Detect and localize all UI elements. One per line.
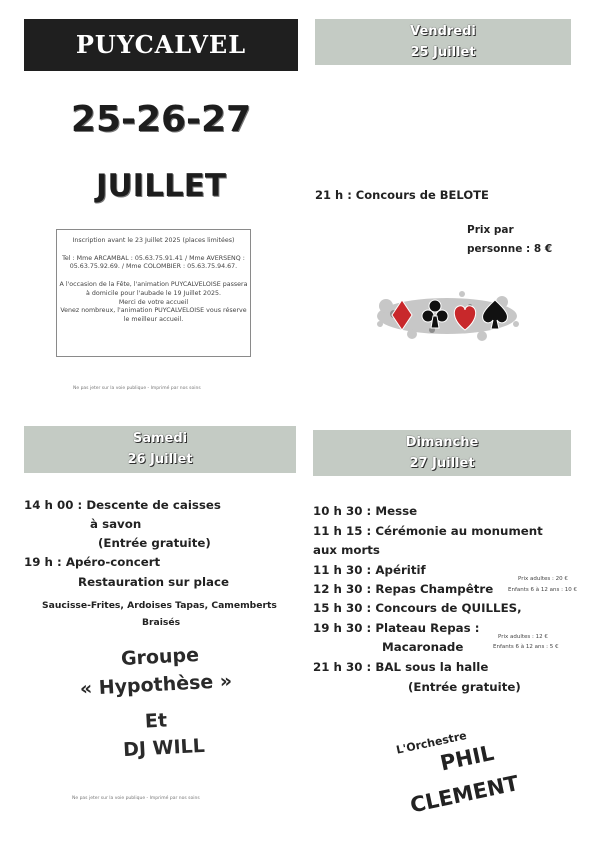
sunday-line: 15 h 30 : Concours de QUILLES, <box>313 601 522 615</box>
friday-header <box>315 19 571 65</box>
friday-price-line1: Prix par <box>467 224 514 236</box>
sunday-line: 12 h 30 : Repas Champêtre <box>313 582 494 596</box>
sunday-line: 10 h 30 : Messe <box>313 504 418 518</box>
saturday-line: 19 h : Apéro-concert <box>24 555 161 569</box>
town-title-box <box>24 19 298 71</box>
saturday-line: 14 h 00 : Descente de caisses <box>24 498 221 512</box>
orchestra-label: L'Orchestre <box>395 729 468 757</box>
saturday-date: 26 Juillet <box>127 452 193 467</box>
info-line: Merci de votre accueil <box>118 298 189 306</box>
sunday-line: 21 h 30 : BAL sous la halle <box>313 660 489 674</box>
sunday-line: (Entrée gratuite) <box>408 680 521 694</box>
sunday-line: Macaronade <box>382 640 464 654</box>
saturday-day: Samedi <box>132 431 188 446</box>
band-group-label: Groupe <box>120 643 200 671</box>
info-line: à domicile pour l'aubade le 19 Juillet 2025. <box>85 289 222 297</box>
registration-info-box <box>56 229 251 357</box>
saturday-header <box>24 426 296 473</box>
info-line: 05.63.75.92.69. / Mme COLOMBIER : 05.63.75.94.67. <box>69 263 238 271</box>
orchestra-name-first: PHIL <box>438 740 496 776</box>
sunday-date: 27 Juillet <box>409 456 475 471</box>
friday-price-line2: personne : 8 € <box>467 243 553 255</box>
sunday-line: 11 h 30 : Apéritif <box>313 563 426 577</box>
info-line <box>57 272 250 281</box>
sunday-line: aux morts <box>313 543 380 557</box>
info-line: A l'occasion de la Fête, l'animation PUYCALVELOISE passera <box>59 280 248 288</box>
sunday-header <box>313 430 571 476</box>
friday-day: Vendredi <box>410 24 476 39</box>
card-suits-graphic <box>372 284 522 346</box>
saturday-line: Restauration sur place <box>78 575 229 589</box>
sunday-price: Prix adultes : 20 € <box>518 576 568 582</box>
town-title: PUYCALVEL <box>75 30 247 59</box>
info-line: Venez nombreux, l'animation PUYCALVELOISE vous réserve <box>60 307 247 315</box>
friday-date: 25 Juillet <box>410 45 476 60</box>
sunday-line: 19 h 30 : Plateau Repas : <box>313 621 480 635</box>
sunday-line: 11 h 15 : Cérémonie au monument <box>313 524 543 538</box>
band-name: « Hypothèse » <box>79 670 233 700</box>
sunday-price: Enfants 6 à 12 ans : 5 € <box>493 644 559 650</box>
info-line: le meilleur accueil. <box>123 316 184 324</box>
orchestra-name-last: CLEMENT <box>408 771 521 818</box>
footnote-top: Ne pas jeter sur la voie publique - Imprimé par nos soins <box>73 386 201 391</box>
friday-event: 21 h : Concours de BELOTE <box>315 188 489 202</box>
info-line: Inscription avant le 23 Juillet 2025 (places limitées) <box>72 237 235 244</box>
saturday-line: Braisés <box>142 617 181 628</box>
sunday-price: Prix adultes : 12 € <box>498 634 548 640</box>
sunday-day: Dimanche <box>405 435 479 450</box>
info-line: Tel : Mme ARCAMBAL : 05.63.75.91.41 / Mme AVERSENQ : <box>62 254 245 262</box>
sunday-price: Enfants 6 à 12 ans : 10 € <box>508 587 577 593</box>
band-and: Et <box>144 709 168 733</box>
dj-name: DJ WILL <box>122 734 206 762</box>
saturday-line: Saucisse-Frites, Ardoises Tapas, Camemberts <box>42 600 277 611</box>
info-line <box>57 246 250 255</box>
saturday-line: à savon <box>90 517 142 531</box>
saturday-line: (Entrée gratuite) <box>98 536 211 550</box>
footnote-bottom: Ne pas jeter sur la voie publique - Imprimé par nos soins <box>72 796 200 801</box>
festival-month: JUILLET <box>95 168 227 204</box>
festival-dates: 25-26-27 <box>70 99 252 140</box>
